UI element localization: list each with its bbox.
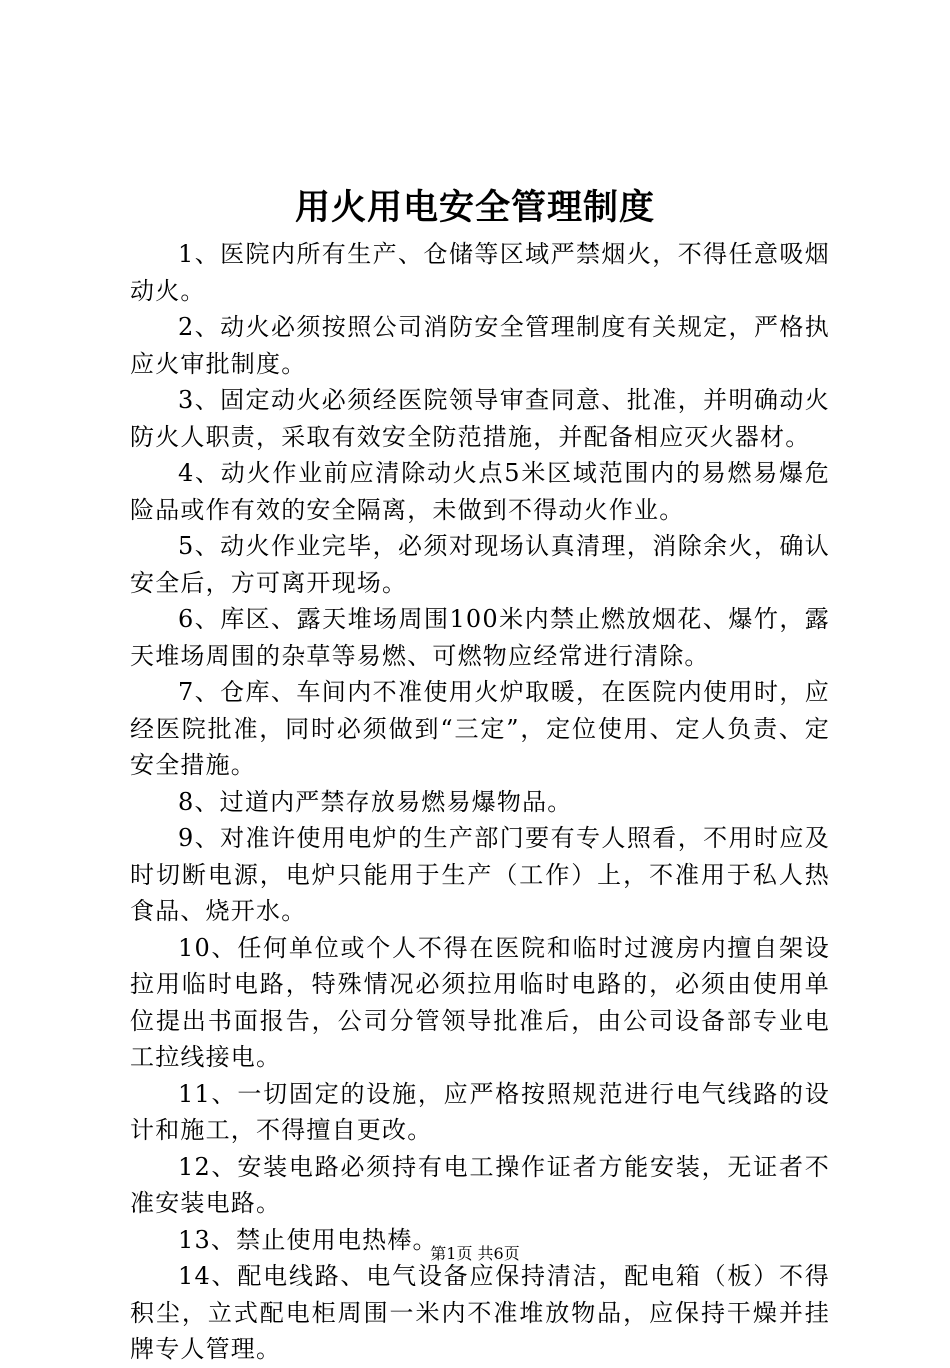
paragraph-3: 3、固定动火必须经医院领导审查同意、批准，并明确动火防火人职责，采取有效安全防范措施，并配备相应灭火器材。 — [130, 386, 830, 451]
paragraph-9: 9、对准许使用电炉的生产部门要有专人照看，不用时应及时切断电源，电炉只能用于生产（工作）上，不准用于私人热食品、烧开水。 — [130, 824, 830, 925]
paragraph-8: 8、过道内严禁存放易燃易爆物品。 — [178, 787, 573, 816]
paragraph-13: 13、禁止使用电热棒。 — [178, 1225, 438, 1254]
paragraph-4: 4、动火作业前应清除动火点5米区域范围内的易燃易爆危险品或作有效的安全隔离，未做到不得动火作业。 — [130, 459, 830, 524]
paragraph-7: 7、仓库、车间内不准使用火炉取暖，在医院内使用时，应经医院批准，同时必须做到“三定”，定位使用、定人负责、定安全措施。 — [130, 678, 830, 779]
paragraph-10: 10、任何单位或个人不得在医院和临时过渡房内擅自架设拉用临时电路，特殊情况必须拉用临时电路的，必须由使用单位提出书面报告，公司分管领导批准后，由公司设备部专业电工拉线接电。 — [130, 933, 830, 1071]
paragraph-11: 11、一切固定的设施，应严格按照规范进行电气线路的设计和施工，不得擅自更改。 — [130, 1079, 830, 1144]
paragraph-1: 1、医院内所有生产、仓储等区域严禁烟火，不得任意吸烟动火。 — [130, 240, 830, 305]
page-number-footer: 第1页 共6页 — [430, 1244, 520, 1263]
paragraph-12: 12、安装电路必须持有电工操作证者方能安装，无证者不准安装电路。 — [130, 1152, 830, 1217]
document-body — [130, 236, 830, 1368]
document-title: 用火用电安全管理制度 — [294, 187, 655, 228]
paragraph-14: 14、配电线路、电气设备应保持清洁，配电箱（板）不得积尘，立式配电柜周围一米内不准堆放物品，应保持干燥并挂牌专人管理。 — [130, 1262, 830, 1363]
paragraph-2: 2、动火必须按照公司消防安全管理制度有关规定，严格执应火审批制度。 — [130, 313, 830, 378]
paragraph-5: 5、动火作业完毕，必须对现场认真清理，消除余火，确认安全后，方可离开现场。 — [130, 532, 830, 597]
paragraph-6: 6、库区、露天堆场周围100米内禁止燃放烟花、爆竹，露天堆场周围的杂草等易燃、可燃物应经常进行清除。 — [130, 605, 830, 670]
